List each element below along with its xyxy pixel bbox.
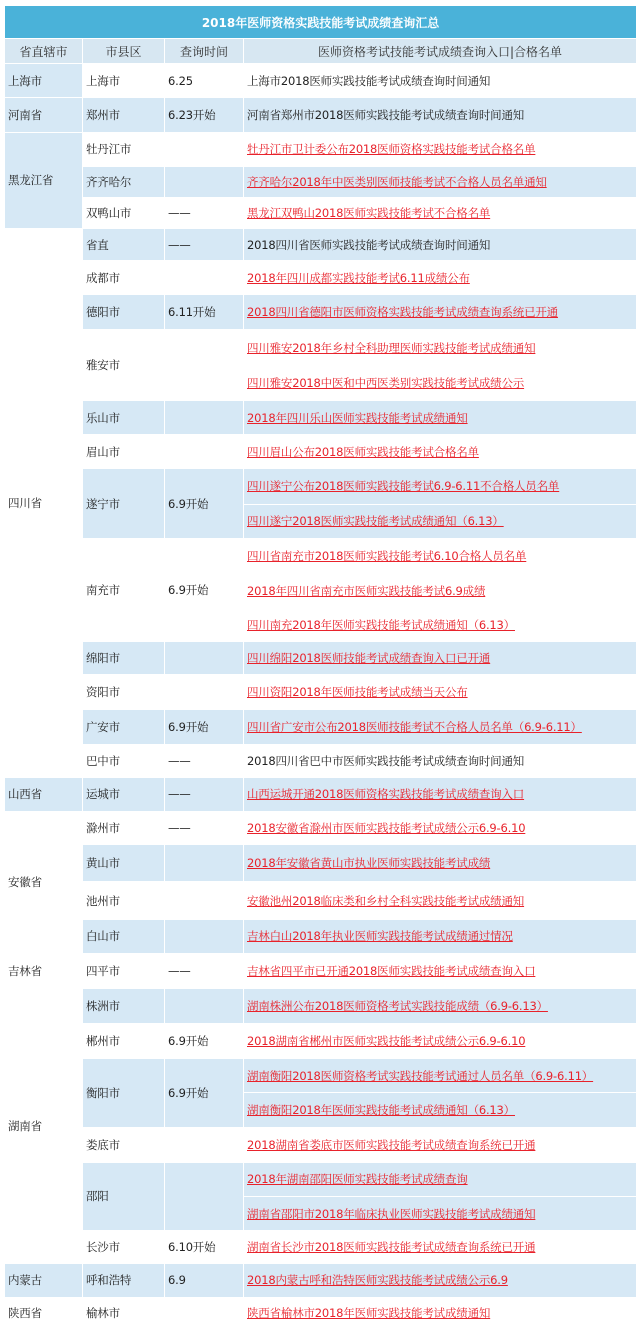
time-cell <box>165 435 244 469</box>
result-link-cell <box>244 295 637 329</box>
result-link[interactable]: 湖南衡阳2018医师资格考试实践技能考试通过人员名单（6.9-6.11） <box>247 1068 594 1083</box>
time-cell: 6.10开始 <box>165 1231 244 1264</box>
result-link[interactable]: 四川遂宁2018医师实践技能考试成绩通知（6.13） <box>247 514 504 529</box>
city-cell: 滁州市 <box>83 812 165 845</box>
city-cell: 牡丹江市 <box>83 132 165 166</box>
time-cell: 6.11开始 <box>165 295 244 329</box>
table-row <box>5 1264 637 1297</box>
time-cell <box>165 132 244 166</box>
time-cell <box>165 642 244 675</box>
result-notice-text: 2018四川省巴中市医师实践技能考试成绩查询时间通知 <box>247 753 525 768</box>
result-link-cell <box>244 366 637 400</box>
result-link-cell <box>244 1297 637 1330</box>
time-cell <box>165 1162 244 1230</box>
city-cell: 绵阳市 <box>83 642 165 675</box>
table-row <box>5 400 637 434</box>
result-link[interactable]: 湖南衡阳2018年医师实践技能考试成绩通知（6.13） <box>247 1103 515 1118</box>
header-time: 查询时间 <box>165 39 244 64</box>
result-link-cell <box>244 1127 637 1162</box>
result-link[interactable]: 2018湖南省娄底市医师实践技能考试成绩查询系统已开通 <box>247 1137 536 1152</box>
result-link-cell <box>244 1024 637 1059</box>
province-cell: 吉林省 <box>5 953 83 988</box>
result-link[interactable]: 吉林白山2018年执业医师实践技能考试成绩通过情况 <box>247 929 513 944</box>
city-cell: 省直 <box>83 229 165 261</box>
table-row <box>5 919 637 953</box>
result-link[interactable]: 2018年四川乐山医师实践技能考试成绩通知 <box>247 410 468 425</box>
table-row <box>5 675 637 709</box>
table-row <box>5 1024 637 1059</box>
result-link[interactable]: 吉林省四平市已开通2018医师实践技能考试成绩查询入口 <box>247 963 536 978</box>
result-link[interactable]: 2018安徽省滁州市医师实践技能考试成绩公示6.9-6.10 <box>247 821 526 836</box>
time-cell: —— <box>165 744 244 777</box>
table-row <box>5 1297 637 1330</box>
time-cell: 6.23开始 <box>165 98 244 132</box>
result-link[interactable]: 2018年四川省南充市医师实践技能考试6.9成绩 <box>247 583 486 598</box>
table-row <box>5 132 637 166</box>
result-link[interactable]: 四川南充2018年医师实践技能考试成绩通知（6.13） <box>247 617 515 632</box>
result-link-cell <box>244 166 637 197</box>
city-cell: 南充市 <box>83 538 165 642</box>
result-link[interactable]: 湖南省长沙市2018医师实践技能考试成绩查询系统已开通 <box>247 1240 536 1255</box>
result-link[interactable]: 黑龙江双鸭山2018医师实践技能考试不合格名单 <box>247 206 491 221</box>
time-cell <box>165 845 244 882</box>
city-cell: 株洲市 <box>83 988 165 1023</box>
result-link-cell <box>244 98 637 132</box>
table-row <box>5 709 637 744</box>
result-link-cell <box>244 400 637 434</box>
result-link[interactable]: 四川绵阳2018医师技能考试成绩查询入口已开通 <box>247 651 491 666</box>
result-link[interactable]: 四川雅安2018中医和中西医类别实践技能考试成绩公示 <box>247 376 525 391</box>
result-link[interactable]: 四川遂宁公布2018医师实践技能考试6.9-6.11不合格人员名单 <box>247 479 560 494</box>
result-link[interactable]: 2018年四川成都实践技能考试6.11成绩公布 <box>247 270 470 285</box>
result-link-cell <box>244 574 637 607</box>
result-link[interactable]: 牡丹江市卫计委公布2018医师资格实践技能考试合格名单 <box>247 142 536 157</box>
city-cell: 运城市 <box>83 777 165 811</box>
result-link-cell <box>244 229 637 261</box>
city-cell: 资阳市 <box>83 675 165 709</box>
city-cell: 郑州市 <box>83 98 165 132</box>
result-link[interactable]: 2018年湖南邵阳医师实践技能考试成绩查询 <box>247 1172 468 1187</box>
city-cell: 上海市 <box>83 64 165 98</box>
table-row <box>5 469 637 504</box>
time-cell: 6.9 <box>165 1264 244 1297</box>
time-cell: —— <box>165 953 244 988</box>
result-notice-text: 河南省郑州市2018医师实践技能考试成绩查询时间通知 <box>247 108 525 123</box>
table-row <box>5 435 637 469</box>
city-cell: 乐山市 <box>83 400 165 434</box>
province-cell: 湖南省 <box>5 988 83 1263</box>
table-row <box>5 988 637 1023</box>
header-link: 医师资格考试技能考试成绩查询入口|合格名单 <box>244 39 637 64</box>
city-cell: 德阳市 <box>83 295 165 329</box>
results-summary-table <box>4 5 637 1330</box>
province-cell: 山西省 <box>5 777 83 811</box>
time-cell: 6.9开始 <box>165 1024 244 1059</box>
result-link-cell <box>244 744 637 777</box>
result-link[interactable]: 2018年安徽省黄山市执业医师实践技能考试成绩 <box>247 856 491 871</box>
time-cell <box>165 366 244 400</box>
city-cell: 郴州市 <box>83 1024 165 1059</box>
table-row <box>5 845 637 882</box>
result-link-cell <box>244 882 637 919</box>
result-link[interactable]: 2018四川省德阳市医师资格实践技能考试成绩查询系统已开通 <box>247 305 558 320</box>
province-cell: 陕西省 <box>5 1297 83 1330</box>
time-cell: —— <box>165 777 244 811</box>
result-link-cell <box>244 197 637 228</box>
result-link-cell <box>244 538 637 574</box>
time-cell <box>165 882 244 919</box>
result-link-cell <box>244 709 637 744</box>
time-cell <box>165 988 244 1023</box>
result-link-cell <box>244 988 637 1023</box>
table-row <box>5 229 637 261</box>
time-cell: 6.9开始 <box>165 538 244 642</box>
result-notice-text: 2018四川省医师实践技能考试成绩查询时间通知 <box>247 237 491 252</box>
time-cell <box>165 329 244 366</box>
result-link-cell <box>244 919 637 953</box>
result-link-cell <box>244 329 637 366</box>
time-cell <box>165 675 244 709</box>
table-row <box>5 64 637 98</box>
city-cell: 广安市 <box>83 709 165 744</box>
city-cell: 长沙市 <box>83 1231 165 1264</box>
time-cell: 6.9开始 <box>165 469 244 538</box>
result-link[interactable]: 齐齐哈尔2018年中医类别医师技能考试不合格人员名单通知 <box>247 174 547 189</box>
result-link[interactable]: 四川资阳2018年医师技能考试成绩当天公布 <box>247 684 468 699</box>
result-link[interactable]: 四川省广安市公布2018医师技能考试不合格人员名单（6.9-6.11） <box>247 719 582 734</box>
table-row <box>5 1231 637 1264</box>
table-row <box>5 166 637 197</box>
result-link[interactable]: 陕西省榆林市2018年医师实践技能考试成绩通知 <box>247 1306 491 1321</box>
city-cell: 成都市 <box>83 261 165 295</box>
result-link[interactable]: 2018内蒙古呼和浩特医师实践技能考试成绩公示6.9 <box>247 1273 508 1288</box>
table-row <box>5 197 637 228</box>
city-cell: 娄底市 <box>83 1127 165 1162</box>
province-cell: 上海市 <box>5 64 83 98</box>
header-city: 市县区 <box>83 39 165 64</box>
table-row <box>5 1162 637 1196</box>
table-title: 2018年医师资格实践技能考试成绩查询汇总 <box>5 6 637 39</box>
city-cell: 池州市 <box>83 882 165 919</box>
city-cell: 雅安市 <box>83 329 165 400</box>
table-row <box>5 1127 637 1162</box>
time-cell: —— <box>165 812 244 845</box>
time-cell <box>165 1127 244 1162</box>
city-cell: 黄山市 <box>83 845 165 882</box>
result-link-cell <box>244 1231 637 1264</box>
city-cell: 邵阳 <box>83 1162 165 1230</box>
result-link-cell <box>244 642 637 675</box>
result-link-cell <box>244 469 637 504</box>
city-cell: 呼和浩特 <box>83 1264 165 1297</box>
result-link-cell <box>244 1093 637 1127</box>
city-cell: 四平市 <box>83 953 165 988</box>
city-cell: 巴中市 <box>83 744 165 777</box>
table-row <box>5 329 637 366</box>
table-row <box>5 261 637 295</box>
time-cell: 6.25 <box>165 64 244 98</box>
result-link-cell <box>244 1162 637 1196</box>
result-link-cell <box>244 132 637 166</box>
province-cell: 四川省 <box>5 229 83 778</box>
result-notice-text: 上海市2018医师实践技能考试成绩查询时间通知 <box>247 73 491 88</box>
province-cell: 黑龙江省 <box>5 132 83 228</box>
result-link[interactable]: 湖南株洲公布2018医师资格考试实践技能成绩（6.9-6.13） <box>247 999 548 1014</box>
city-cell: 双鸭山市 <box>83 197 165 228</box>
result-link-cell <box>244 1264 637 1297</box>
city-cell: 齐齐哈尔 <box>83 166 165 197</box>
time-cell <box>165 919 244 953</box>
city-cell: 眉山市 <box>83 435 165 469</box>
table-row <box>5 744 637 777</box>
table-row <box>5 538 637 574</box>
result-link[interactable]: 湖南省邵阳市2018年临床执业医师实践技能考试成绩通知 <box>247 1206 536 1221</box>
province-cell: 内蒙古 <box>5 1264 83 1297</box>
result-link-cell <box>244 608 637 642</box>
city-cell: 衡阳市 <box>83 1059 165 1127</box>
result-link-cell <box>244 953 637 988</box>
time-cell <box>165 261 244 295</box>
time-cell: 6.9开始 <box>165 709 244 744</box>
result-link-cell <box>244 1196 637 1230</box>
time-cell <box>165 166 244 197</box>
city-cell: 白山市 <box>83 919 165 953</box>
time-cell: 6.9开始 <box>165 1059 244 1127</box>
result-link-cell <box>244 64 637 98</box>
table-row <box>5 777 637 811</box>
result-link-cell <box>244 777 637 811</box>
table-row <box>5 98 637 132</box>
result-link-cell <box>244 845 637 882</box>
province-cell: 河南省 <box>5 98 83 132</box>
table-row <box>5 882 637 919</box>
time-cell <box>165 400 244 434</box>
time-cell: —— <box>165 229 244 261</box>
time-cell: —— <box>165 197 244 228</box>
city-cell: 榆林市 <box>83 1297 165 1330</box>
result-link[interactable]: 安徽池州2018临床类和乡村全科实践技能考试成绩通知 <box>247 893 525 908</box>
result-link[interactable]: 山西运城开通2018医师资格实践技能考试成绩查询入口 <box>247 787 525 802</box>
table-row <box>5 295 637 329</box>
table-row <box>5 812 637 845</box>
table-row <box>5 642 637 675</box>
result-link[interactable]: 四川眉山公布2018医师实践技能考试合格名单 <box>247 444 479 459</box>
result-link-cell <box>244 504 637 538</box>
province-cell: 安徽省 <box>5 812 83 954</box>
result-link-cell <box>244 812 637 845</box>
result-link-cell <box>244 675 637 709</box>
table-row <box>5 953 637 988</box>
result-link-cell <box>244 1059 637 1093</box>
result-link-cell <box>244 435 637 469</box>
header-province: 省直辖市 <box>5 39 83 64</box>
table-row <box>5 1059 637 1093</box>
result-link-cell <box>244 261 637 295</box>
city-cell: 遂宁市 <box>83 469 165 538</box>
time-cell <box>165 1297 244 1330</box>
result-link[interactable]: 四川省南充市2018医师实践技能考试6.10合格人员名单 <box>247 549 527 564</box>
result-link[interactable]: 2018湖南省郴州市医师实践技能考试成绩公示6.9-6.10 <box>247 1034 526 1049</box>
result-link[interactable]: 四川雅安2018年乡村全科助理医师实践技能考试成绩通知 <box>247 340 536 355</box>
